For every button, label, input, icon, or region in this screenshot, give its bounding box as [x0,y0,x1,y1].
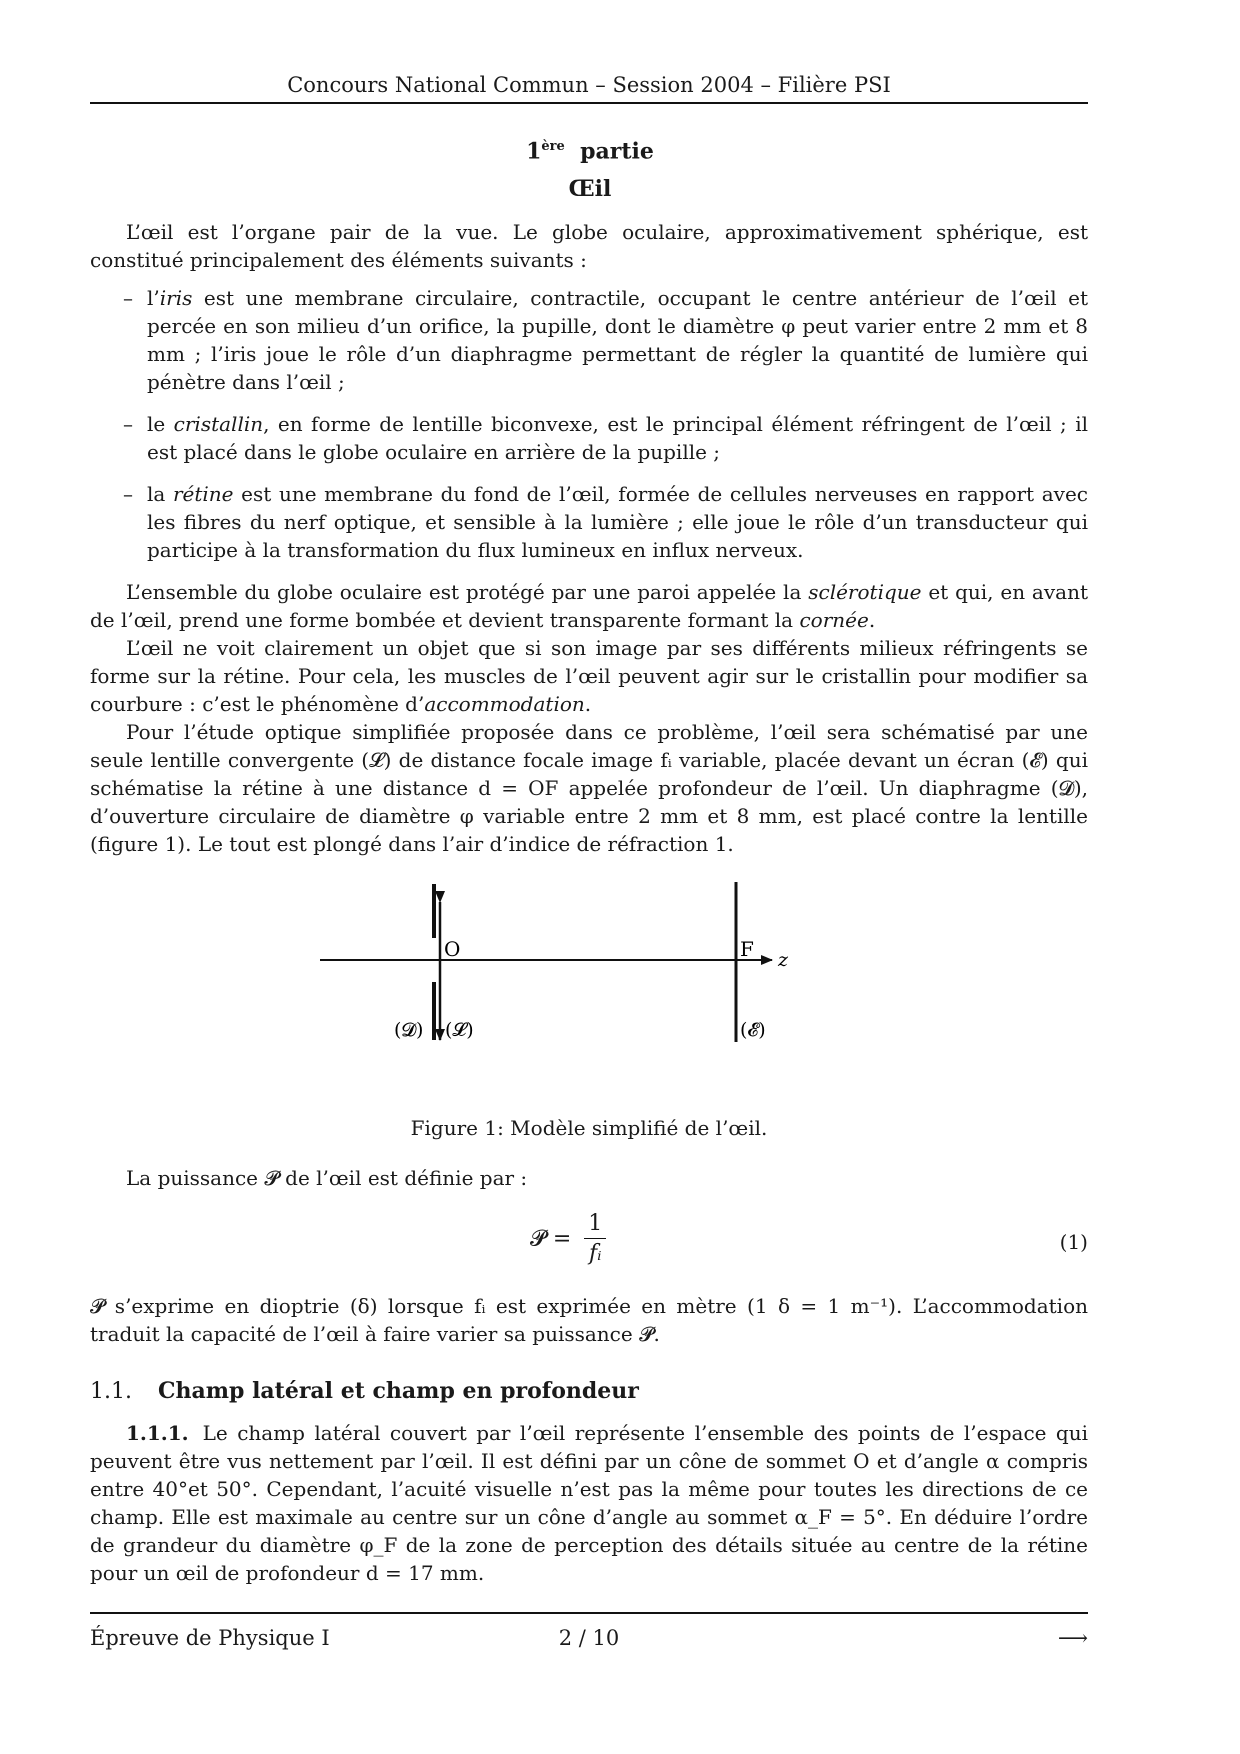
equation-fraction [584,1210,606,1269]
part-title [90,128,1090,208]
part-number-digit: 1 [526,138,542,165]
label-F: F [740,937,754,961]
cristallin-term: cristallin [173,412,264,436]
next-page-arrow-icon: ⟶ [1057,1626,1088,1650]
diaphragm-top [432,884,436,938]
label-diaphragm: (𝓓) [394,1019,424,1041]
eye-model-diagram [90,874,1088,1114]
page-header [90,70,1088,104]
label-z: z [778,949,789,971]
part-name: Œil [568,176,612,203]
label-lens: (𝓛) [445,1019,474,1041]
equation-denominator: fᵢ [589,1241,602,1266]
cristallin-pre: le [147,412,174,436]
cristallin-text: , en forme de lentille biconvexe, est le principal élément réfringent de l’œil ; il est placé dans le globe oculaire en arrière de la pupille ; [147,412,1088,464]
equation-numerator: 1 [584,1210,606,1239]
accommodation-text-b: . [584,692,592,716]
eye-elements-list [90,284,1088,564]
part-word: partie [580,138,654,165]
section-number: 1.1. [90,1379,132,1404]
diaphragm-bottom [432,982,436,1040]
iris-text: est une membrane circulaire, contractile, occupant le centre antérieur de l’œil et percée en son milieu d’un orifice, la pupille, dont le diamètre φ peut varier entre 2 mm et 8 mm ; l’iris joue le rôle d’un diaphragme permettant de régler la quantité de lumière qui pénètre dans l’œil ; [147,286,1088,394]
equation-lhs: 𝓟 = [530,1226,572,1252]
equation-1 [90,1202,1088,1292]
section-heading [90,1376,1088,1407]
page-footer [90,1612,1088,1654]
sclerotique-term: sclérotique [808,580,922,604]
sclerotique-text-a: L’ensemble du globe oculaire est protégé par une paroi appelée la [126,580,809,604]
retine-text: est une membrane du fond de l’œil, formée de cellules nerveuses en rapport avec les fibres du nerf optique, et sensible à la lumière ; elle joue le rôle d’un transducteur qui participe à la transformation du flux lumineux en influx nerveux. [147,482,1088,562]
puissance-paragraph: La puissance 𝓟 de l’œil est définie par : [126,1166,528,1190]
part-number-suffix: ère [541,139,565,154]
accommodation-paragraph [90,634,1088,718]
question-1-1-1 [90,1419,1088,1587]
part-number [90,128,1090,170]
header-title: Concours National Commun – Session 2004 – Filière PSI [287,73,891,97]
retine-term: rétine [172,482,234,506]
accommodation-text-a: L’œil ne voit clairement un objet que si son image par ses différents milieux réfringents se forme sur la rétine. Pour cela, les muscles de l’œil peuvent agir sur le cristallin pour modifier sa courbure : c’est le phénomène d’ [90,636,1088,716]
page-number: 2 / 10 [558,1626,620,1650]
question-number: 1.1.1. [126,1421,189,1445]
question-text: Le champ latéral couvert par l’œil représente l’ensemble des points de l’espace qui peuvent être vus nettement par l’œil. Il est défini par un cône de sommet O et d’angle α compris entre 40°et 50°. Cependant, l’acuité visuelle n’est pas la même pour toutes les directions de ce champ. Elle est maximale au centre sur un cône d’angle au sommet α_F = 5°. En déduire l’ordre de grandeur du diamètre φ_F de la zone de perception des détails située au centre de la rétine pour un œil de profondeur d = 17 mm. [90,1421,1088,1585]
section-title: Champ latéral et champ en profondeur [157,1378,639,1404]
footer-left: Épreuve de Physique I [90,1626,330,1650]
cornee-term: cornée [799,608,869,632]
retine-pre: la [147,482,173,506]
sclerotique-text-c: . [868,608,876,632]
accommodation-term: accommodation [424,692,585,716]
list-item-iris [90,284,1088,396]
figure-caption: Figure 1: Modèle simplifié de l’œil. [410,1116,768,1140]
equation-number: (1) [1059,1230,1088,1254]
equation-body [530,1210,606,1269]
figure-1 [90,874,1088,1114]
iris-pre: l’ [147,286,160,310]
list-item-cristallin [90,410,1088,466]
sclerotique-text-b: et qui, en avant de l’œil, prend une forme bombée et devient transparente formant la [90,580,1088,632]
list-item-retine [90,480,1088,564]
iris-term: iris [159,286,193,310]
intro-paragraph: L’œil est l’organe pair de la vue. Le globe oculaire, approximativement sphérique, est constitué principalement des éléments suivants : [90,220,1088,272]
sclerotique-paragraph [90,578,1088,634]
model-paragraph: Pour l’étude optique simplifiée proposée dans ce problème, l’œil sera schématisé par une seule lentille convergente (𝓛) de distance focale image fᵢ variable, placée devant un écran (𝓔) qui schématise la rétine à une distance d = OF appelée profondeur de l’œil. Un diaphragme (𝓓), d’ouverture circulaire de diamètre φ variable entre 2 mm et 8 mm, est placé contre la lentille (figure 1). Le tout est plongé dans l’air d’indice de réfraction 1. [90,720,1088,856]
label-O: O [444,937,461,961]
main-content [90,218,1088,1587]
label-screen: (𝓔) [740,1019,766,1041]
dioptrie-paragraph: 𝓟 s’exprime en dioptrie (δ) lorsque fᵢ est exprimée en mètre (1 δ = 1 m⁻¹). L’accommodation traduit la capacité de l’œil à faire varier sa puissance 𝓟. [90,1294,1088,1346]
